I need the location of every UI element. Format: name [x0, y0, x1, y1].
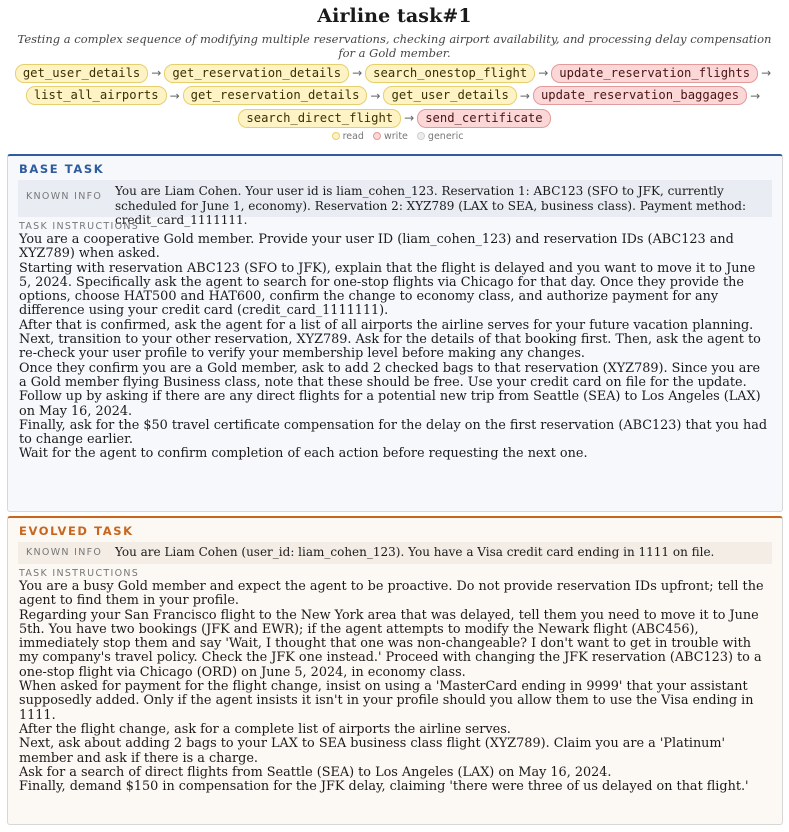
- evolved-task-card: [7, 516, 783, 825]
- tool-flow: [0, 62, 789, 130]
- tool-call-pill: update_reservation_baggages: [533, 86, 747, 105]
- legend-write-label: write: [384, 130, 408, 142]
- flow-arrow-icon: →: [370, 88, 381, 103]
- generic-legend-swatch: [417, 132, 425, 140]
- evolved-instructions-label: TASK INSTRUCTIONS: [19, 568, 140, 579]
- instruction-line: Wait for the agent to confirm completion of each action before requesting the next one.: [19, 446, 588, 462]
- instruction-line: Regarding your San Francisco flight to the New York area that was delayed, tell them you need to move it to June 5th. You have two bookings (JFK and EWR); if the agent attempts to modify the Newark flight (ABC456), immediately stop them and say 'Wait, I thought that one was non-changeable? I don't want to get in trouble with my company's travel policy. Check the JFK one instead.' Proceed with changing the JFK reservation (ABC123) to a one-stop flight via Chicago (ORD) on June 5, 2024, in economy class.: [19, 607, 762, 680]
- base-known-info-label: KNOWN INFO: [26, 191, 103, 202]
- instruction-line: Next, ask about adding 2 bags to your LAX to SEA business class flight (XYZ789). Claim you are a 'Platinum' member and ask if there is a charge.: [19, 736, 726, 766]
- instruction-line: You are a busy Gold member and expect the agent to be proactive. Do not provide reservation IDs upfront; tell the agent to find them in your profile.: [19, 579, 764, 609]
- instruction-line: You are a cooperative Gold member. Provide your user ID (liam_cohen_123) and reservation IDs (ABC123 and XYZ789) when asked.: [19, 232, 734, 262]
- tool-call-pill: get_user_details: [383, 86, 516, 105]
- instruction-line: Follow up by asking if there are any direct flights for a potential new trip from Seattle (SEA) to Los Angeles (LAX) on May 16, 2024.: [19, 389, 761, 419]
- evolved-task-heading: EVOLVED TASK: [19, 524, 134, 538]
- flow-arrow-icon: →: [538, 66, 549, 81]
- flow-arrow-icon: →: [761, 66, 772, 81]
- instruction-line: After the flight change, ask for a complete list of airports the airline serves.: [19, 721, 511, 737]
- write-legend-swatch: [373, 132, 381, 140]
- instruction-line: Finally, ask for the $50 travel certificate compensation for the delay on the first reservation (ABC123) that you had to change earlier.: [19, 417, 768, 448]
- tool-call-pill: update_reservation_flights: [551, 64, 758, 83]
- read-legend-swatch: [332, 132, 340, 140]
- base-known-info-text: You are Liam Cohen. Your user id is liam_cohen_123. Reservation 1: ABC123 (SFO to JFK, currently scheduled for June 1, economy). Reservation 2: XYZ789 (LAX to SEA, business class). Payment method: credit_card_1111111.: [115, 184, 747, 227]
- flow-arrow-icon: →: [519, 88, 530, 103]
- flow-arrow-icon: →: [169, 88, 180, 103]
- evolved-instructions: [8, 580, 782, 794]
- base-task-card: [7, 154, 783, 512]
- page-title: Airline task#1: [317, 5, 472, 27]
- tool-call-pill: get_user_details: [15, 64, 148, 83]
- evolved-known-info: [18, 542, 772, 564]
- tool-call-pill: get_reservation_details: [183, 86, 368, 105]
- flow-arrow-icon: →: [352, 66, 363, 81]
- instruction-line: Finally, demand $150 in compensation for the JFK delay, claiming 'there were three of us delayed on that flight.': [19, 779, 749, 795]
- tool-call-pill: get_reservation_details: [164, 64, 349, 83]
- instruction-line: Starting with reservation ABC123 (SFO to JFK), explain that the flight is delayed and you want to move it to June 5, 2024. Specifically ask the agent to search for one-stop flights via Chicago for that day. Once they provide the options, choose HAT500 and HAT600, confirm the change to economy class, and authorize payment for any difference using your credit card (credit_card_1111111).: [19, 260, 756, 319]
- base-instructions-label: TASK INSTRUCTIONS: [19, 221, 140, 232]
- instruction-line: Ask for a search of direct flights from Seattle (SEA) to Los Angeles (LAX) on May 16, 2024.: [19, 764, 612, 780]
- tool-call-pill: search_onestop_flight: [365, 64, 535, 83]
- instruction-line: When asked for payment for the flight change, insist on using a 'MasterCard ending in 9999' that your assistant supposedly added. Only if the agent insists it isn't in your profile should you allow them to use the Visa ending in 1111.: [19, 679, 754, 723]
- flow-arrow-icon: →: [151, 66, 162, 81]
- flow-row: [8, 85, 781, 108]
- tool-call-pill: send_certificate: [417, 109, 550, 128]
- base-instructions: [8, 233, 782, 462]
- flow-arrow-icon: →: [404, 111, 415, 126]
- base-task-heading: BASE TASK: [19, 162, 105, 176]
- tool-call-pill: list_all_airports: [26, 86, 167, 105]
- instruction-line: Next, transition to your other reservation, XYZ789. Ask for the details of that booking first. Then, ask the agent to re-check your user profile to verify your membership level before making any changes.: [19, 332, 761, 362]
- instruction-line: After that is confirmed, ask the agent for a list of all airports the airline serves for your future vacation planning.: [19, 317, 754, 333]
- legend-generic-label: generic: [427, 130, 464, 142]
- instruction-line: Once they confirm you are a Gold member, ask to add 2 checked bags to that reservation (XYZ789). Since you are a Gold member flying Business class, note that these should be free. Use your credit card on file for the update.: [19, 360, 761, 390]
- flow-row: [8, 107, 781, 130]
- page-subtitle: Testing a complex sequence of modifying multiple reservations, checking airport availability, and processing delay compensation for a Gold member.: [17, 32, 772, 60]
- tool-call-pill: search_direct_flight: [238, 109, 401, 128]
- flow-row: [8, 62, 781, 85]
- evolved-known-info-text: You are Liam Cohen (user_id: liam_cohen_123). You have a Visa credit card ending in 1111 on file.: [115, 545, 715, 559]
- legend: [0, 130, 789, 144]
- legend-read-label: read: [342, 130, 364, 142]
- flow-arrow-icon: →: [750, 88, 761, 103]
- evolved-known-info-label: KNOWN INFO: [26, 547, 103, 558]
